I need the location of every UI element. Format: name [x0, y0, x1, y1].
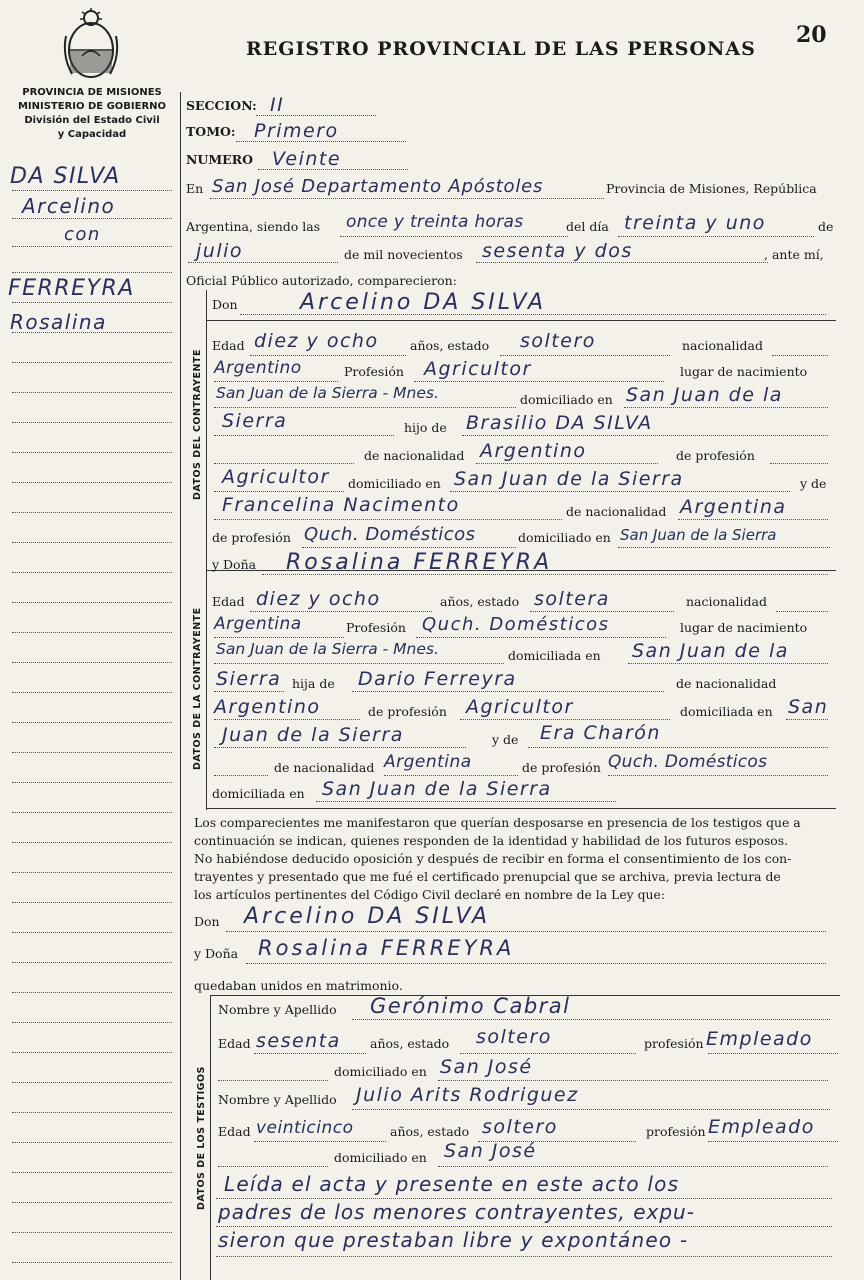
- value-bride-mother-dom: San Juan de la Sierra: [322, 778, 552, 800]
- value-bride-father-dom-2: Juan de la Sierra: [222, 724, 404, 746]
- paragraph-line: continuación se indican, quienes responden de la identidad y habilidad de los futuros esposos.: [194, 833, 789, 848]
- label-edad: Edad: [212, 338, 245, 353]
- header-line: División del Estado Civil: [24, 115, 160, 126]
- label-don: Don: [212, 297, 238, 312]
- label-nombre-apellido: Nombre y Apellido: [218, 1002, 337, 1017]
- label-argentina-siendo: Argentina, siendo las: [186, 219, 321, 234]
- value-groom-status: soltero: [520, 330, 596, 352]
- declaration-paragraph: [194, 814, 834, 904]
- label-domiciliado-en-2: domiciliado en: [348, 476, 441, 491]
- value-groom-birth: San Juan de la Sierra - Mnes.: [216, 384, 439, 402]
- value-groom-dom-2: Sierra: [222, 410, 288, 432]
- value-w2-name: Julio Arits Rodriguez: [356, 1084, 579, 1106]
- label-profesion-w2: profesión: [646, 1124, 706, 1139]
- value-bride-dom-2: Sierra: [216, 668, 282, 690]
- label-de-profesion-3: de profesión: [368, 704, 447, 719]
- value-bride-prof: Quch. Domésticos: [422, 614, 610, 635]
- margin-bride-surname: FERREYRA: [8, 276, 135, 301]
- label-nombre-apellido-2: Nombre y Apellido: [218, 1092, 337, 1107]
- label-anos-estado-2: años, estado: [440, 594, 520, 609]
- label-y-de: y de: [800, 476, 827, 491]
- value-seccion: II: [270, 94, 285, 116]
- value-groom-mother-dom: San Juan de la Sierra: [620, 526, 777, 544]
- value-groom-father-nat: Argentino: [480, 440, 587, 462]
- value-bride-mother: Era Charón: [540, 722, 661, 744]
- label-nacionalidad: nacionalidad: [682, 338, 763, 353]
- label-de-profesion-2: de profesión: [212, 530, 291, 545]
- margin-groom-surname: DA SILVA: [10, 164, 121, 189]
- label-de-nacionalidad-2: de nacionalidad: [566, 504, 667, 519]
- value-numero: Veinte: [272, 148, 342, 170]
- label-anos-estado-w1: años, estado: [370, 1036, 450, 1051]
- value-groom-mother-nat: Argentina: [680, 496, 787, 518]
- margin-groom-name: Arcelino: [22, 194, 116, 218]
- label-anos-estado-w2: años, estado: [390, 1124, 470, 1139]
- closing-line-3: sieron que prestaban libre y expontáneo -: [218, 1228, 689, 1252]
- value-w2-dom: San José: [444, 1140, 537, 1162]
- value-anio: sesenta y dos: [482, 240, 633, 262]
- value-dia: treinta y uno: [624, 212, 766, 234]
- label-y-de-2: y de: [492, 732, 519, 747]
- label-de-1: de: [818, 219, 834, 234]
- value-groom-full: Arcelino DA SILVA: [300, 290, 547, 315]
- value-w2-prof: Empleado: [708, 1116, 815, 1138]
- header-line: y Capacidad: [57, 129, 127, 140]
- label-don-2: Don: [194, 914, 220, 929]
- label-domiciliada-en: domiciliada en: [508, 648, 601, 663]
- label-domiciliada-en-3: domiciliada en: [212, 786, 305, 801]
- value-mes: julio: [196, 240, 244, 262]
- value-groom-nat: Argentino: [214, 358, 302, 378]
- label-hija-de: hija de: [292, 676, 335, 691]
- value-bride-age: diez y ocho: [256, 588, 381, 610]
- label-anos-estado: años, estado: [410, 338, 490, 353]
- margin-bride-name: Rosalina: [10, 310, 107, 334]
- label-de-nacionalidad-3: de nacionalidad: [676, 676, 777, 691]
- value-w1-name: Gerónimo Cabral: [370, 994, 571, 1018]
- value-groom-prof: Agricultor: [424, 358, 532, 380]
- label-domiciliada-en-2: domiciliada en: [680, 704, 773, 719]
- label-edad-w1: Edad: [218, 1036, 251, 1051]
- value-w1-dom: San José: [440, 1056, 533, 1078]
- label-seccion: SECCION:: [186, 98, 257, 113]
- label-domiciliado-en: domiciliado en: [520, 392, 613, 407]
- label-domiciliado-w2: domiciliado en: [334, 1150, 427, 1165]
- value-groom-father-prof: Agricultor: [222, 466, 330, 488]
- label-profesion-w1: profesión: [644, 1036, 704, 1051]
- page-number: 20: [796, 22, 827, 48]
- value-bride-mother-nat: Argentina: [384, 752, 472, 772]
- value-w2-age: veinticinco: [256, 1118, 354, 1138]
- label-profesion: Profesión: [344, 364, 404, 379]
- label-de-nacionalidad: de nacionalidad: [364, 448, 465, 463]
- value-w2-status: soltero: [482, 1116, 558, 1138]
- label-tomo: TOMO:: [186, 124, 236, 139]
- value-w1-age: sesenta: [256, 1030, 341, 1052]
- closing-line-1: Leída el acta y presente en este acto los: [224, 1172, 680, 1196]
- label-edad-w2: Edad: [218, 1124, 251, 1139]
- paragraph-line: trayentes y presentado que me fué el certificado prenupcial que se archiva, previa lectura de: [194, 869, 781, 884]
- value-groom-dom-1: San Juan de la: [626, 384, 783, 406]
- label-del-dia: del día: [566, 219, 609, 234]
- label-de-profesion-4: de profesión: [522, 760, 601, 775]
- section-label-groom: DATOS DEL CONTRAYENTE: [192, 349, 203, 500]
- section-label-bride: DATOS DE LA CONTRAYENTE: [192, 607, 203, 770]
- label-hijo-de: hijo de: [404, 420, 447, 435]
- label-provincia: Provincia de Misiones, República: [606, 181, 817, 196]
- label-ante-mi: , ante mí,: [764, 247, 824, 262]
- value-groom-father-dom: San Juan de la Sierra: [454, 468, 684, 490]
- label-lugar-nacimiento-2: lugar de nacimiento: [680, 620, 808, 635]
- paragraph-line: los artículos pertinentes del Código Civil declaré en nombre de la Ley que:: [194, 887, 666, 902]
- value-bride-birth: San Juan de la Sierra - Mnes.: [216, 640, 439, 658]
- label-domiciliado-en-3: domiciliado en: [518, 530, 611, 545]
- header-line: PROVINCIA DE MISIONES: [22, 87, 162, 98]
- label-nacionalidad-2: nacionalidad: [686, 594, 767, 609]
- value-bride-status: soltera: [534, 588, 610, 610]
- label-y-dona: y Doña: [212, 557, 257, 572]
- coat-of-arms-icon: [60, 6, 122, 82]
- value-bride-nat: Argentina: [214, 614, 302, 634]
- margin-con: con: [64, 224, 101, 245]
- value-bride-full: Rosalina FERREYRA: [286, 550, 553, 575]
- value-decl-don: Arcelino DA SILVA: [244, 904, 491, 929]
- label-edad-2: Edad: [212, 594, 245, 609]
- value-w1-prof: Empleado: [706, 1028, 813, 1050]
- value-groom-mother: Francelina Nacimento: [222, 494, 460, 516]
- value-bride-father: Dario Ferreyra: [358, 668, 517, 690]
- label-de-profesion: de profesión: [676, 448, 755, 463]
- value-bride-father-nat: Argentino: [214, 696, 321, 718]
- value-bride-mother-prof: Quch. Domésticos: [608, 752, 768, 772]
- paragraph-line: Los comparecientes me manifestaron que querían desposarse en presencia de los testigos que a: [194, 815, 801, 830]
- header-left: [12, 86, 172, 142]
- label-y-dona-2: y Doña: [194, 946, 239, 961]
- value-groom-age: diez y ocho: [254, 330, 379, 352]
- page-title: REGISTRO PROVINCIAL DE LAS PERSONAS: [246, 38, 756, 60]
- value-groom-mother-prof: Quch. Domésticos: [304, 524, 476, 545]
- closing-line-2: padres de los menores contrayentes, expu-: [218, 1200, 695, 1224]
- value-bride-father-prof: Agricultor: [466, 696, 574, 718]
- value-decl-dona: Rosalina FERREYRA: [258, 936, 515, 960]
- label-de-mil: de mil novecientos: [344, 247, 463, 262]
- label-numero: NUMERO: [186, 152, 253, 167]
- label-de-nacionalidad-4: de nacionalidad: [274, 760, 375, 775]
- value-bride-dom-1: San Juan de la: [632, 640, 789, 662]
- label-profesion-2: Profesión: [346, 620, 406, 635]
- value-lugar: San José Departamento Apóstoles: [212, 176, 544, 197]
- paragraph-line: No habiéndose deducido oposición y después de recibir en forma el consentimiento de los con-: [194, 851, 792, 866]
- label-oficial: Oficial Público autorizado, comparecieron:: [186, 273, 457, 288]
- value-bride-father-dom-1: San: [788, 696, 829, 718]
- label-en: En: [186, 181, 204, 196]
- section-label-witnesses: DATOS DE LOS TESTIGOS: [196, 1066, 207, 1210]
- header-line: MINISTERIO DE GOBIERNO: [17, 101, 167, 112]
- value-groom-father: Brasilio DA SILVA: [466, 412, 653, 434]
- value-hora: once y treinta horas: [346, 212, 524, 232]
- label-quedaban: quedaban unidos en matrimonio.: [194, 978, 403, 993]
- label-domiciliado-w1: domiciliado en: [334, 1064, 427, 1079]
- value-w1-status: soltero: [476, 1026, 552, 1048]
- label-lugar-nacimiento: lugar de nacimiento: [680, 364, 808, 379]
- value-tomo: Primero: [254, 120, 339, 142]
